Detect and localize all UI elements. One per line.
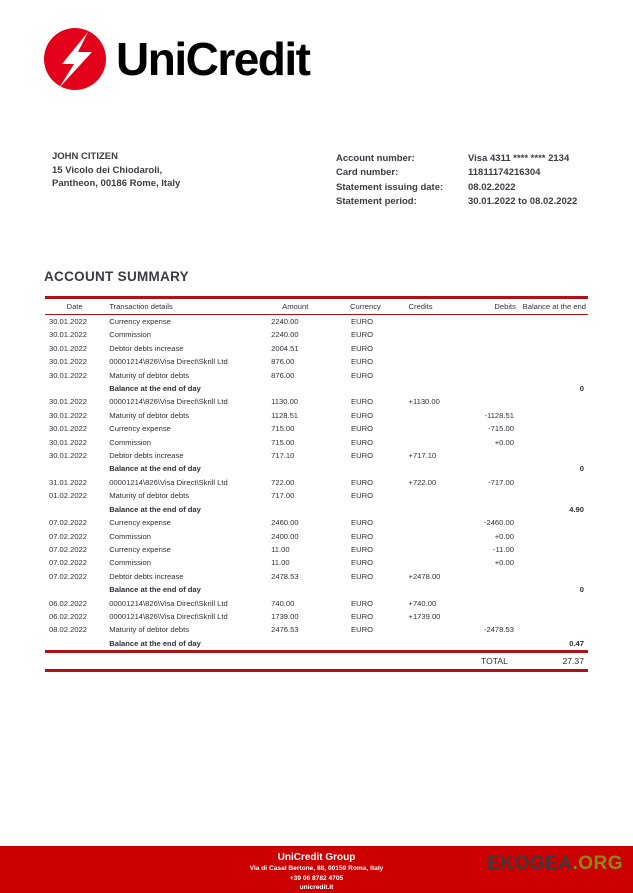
cell-credits: [405, 315, 460, 329]
cell-balance: 0: [579, 464, 584, 474]
account-number-value: Visa 4311 **** **** 2134: [468, 153, 570, 164]
cell-currency: EURO: [351, 491, 373, 501]
cell-currency: EURO: [351, 357, 373, 367]
cell-date: 07.02.2022: [49, 531, 88, 541]
cell-amount: 2478.53: [271, 571, 299, 581]
cell-currency: EURO: [351, 370, 373, 380]
balance-end-of-day-row: [45, 382, 588, 395]
cell-debits: [460, 395, 520, 408]
cell-amount: 876.00: [271, 370, 295, 380]
cell-details: 00001214\826\Visa Direct\Skrill Ltd: [109, 477, 228, 487]
balance-end-of-day-row: [45, 503, 588, 516]
cell-currency: EURO: [351, 518, 373, 528]
cell-debits: [460, 315, 520, 329]
cell-details: Maturity of debtor debts: [109, 491, 190, 501]
cell-currency: EURO: [351, 477, 373, 487]
table-row: [45, 476, 588, 489]
footer-company-name: UniCredit Group: [277, 852, 356, 863]
table-row: [45, 409, 588, 422]
table-row: [45, 530, 588, 543]
cell-date: 30.01.2022: [49, 424, 88, 434]
page-title: ACCOUNT SUMMARY: [44, 269, 189, 284]
cell-currency: EURO: [351, 397, 373, 407]
cell-credits: [405, 543, 460, 556]
cell-currency: EURO: [351, 571, 373, 581]
cell-date: 07.02.2022: [49, 558, 88, 568]
cell-amount: 2004.51: [271, 343, 299, 353]
cell-currency: EURO: [351, 531, 373, 541]
unicredit-circle-icon: [42, 26, 108, 92]
table-body: [45, 315, 588, 652]
cell-balance: [520, 556, 588, 569]
cell-balance: [520, 315, 588, 329]
brand-logo: [42, 26, 310, 92]
cell-currency: EURO: [351, 330, 373, 340]
customer-address-line2: Pantheon, 00186 Rome, Italy: [52, 178, 181, 189]
cell-debits: [460, 382, 520, 395]
cell-date: 07.02.2022: [49, 544, 88, 554]
header-balance: Balance at the end: [520, 298, 588, 315]
header-currency: Currency: [342, 298, 404, 315]
watermark-tld: .ORG: [572, 853, 623, 874]
cell-debits: +0.00: [494, 531, 514, 541]
table-row: [45, 570, 588, 583]
cell-credits: [405, 462, 460, 475]
cell-currency: [342, 382, 404, 395]
page-footer: [0, 846, 633, 893]
cell-details: 00001214\826\Visa Direct\Skrill Ltd: [109, 611, 228, 621]
cell-amount: 11.00: [271, 558, 290, 568]
account-summary-table: [45, 296, 588, 672]
cell-amount: 2400.00: [271, 531, 299, 541]
cell-date: [45, 583, 100, 596]
cell-date: [45, 382, 100, 395]
cell-debits: [460, 503, 520, 516]
cell-amount: 2476.53: [271, 625, 299, 635]
cell-debits: -715.00: [488, 424, 514, 434]
cell-credits: [405, 409, 460, 422]
cell-currency: EURO: [351, 410, 373, 420]
total-label: TOTAL: [460, 652, 520, 671]
cell-debits: [460, 489, 520, 502]
cell-debits: [460, 342, 520, 355]
cell-balance: [520, 530, 588, 543]
footer-website[interactable]: unicredit.it: [299, 884, 334, 892]
cell-details: Balance at the end of day: [109, 638, 201, 648]
cell-debits: [460, 369, 520, 382]
header-amount: Amount: [264, 298, 342, 315]
cell-credits: [405, 436, 460, 449]
cell-date: 01.02.2022: [49, 491, 88, 501]
statement-period-label: Statement period:: [336, 195, 417, 207]
table-row: [45, 610, 588, 623]
watermark-name: EKOGEA: [487, 853, 573, 874]
cell-currency: [342, 583, 404, 596]
cell-date: 30.01.2022: [49, 410, 88, 420]
cell-date: 30.01.2022: [49, 317, 88, 326]
table-total-row: [45, 652, 588, 671]
cell-credits: [405, 516, 460, 529]
cell-date: 07.02.2022: [49, 518, 88, 528]
table-row: [45, 543, 588, 556]
cell-debits: -11.00: [492, 544, 514, 554]
cell-amount: 717.00: [271, 491, 295, 501]
cell-amount: [264, 583, 342, 596]
table-row: [45, 422, 588, 435]
cell-amount: 715.00: [271, 424, 295, 434]
cell-balance: [520, 342, 588, 355]
header-credits: Credits: [405, 298, 460, 315]
cell-credits: [405, 342, 460, 355]
cell-details: Currency expense: [109, 544, 171, 554]
cell-currency: EURO: [351, 611, 373, 621]
cell-date: 06.02.2022: [49, 611, 88, 621]
cell-balance: [520, 409, 588, 422]
footer-phone: +39 06 8782 4705: [289, 874, 344, 882]
cell-debits: [460, 637, 520, 652]
header-transaction-details: Transaction details: [100, 298, 264, 315]
cell-currency: EURO: [351, 424, 373, 434]
cell-details: Debtor debts increase: [109, 571, 184, 581]
cell-balance: [520, 395, 588, 408]
table-row: [45, 449, 588, 462]
cell-amount: 715.00: [271, 437, 295, 447]
cell-amount: [264, 503, 342, 516]
cell-balance: [520, 328, 588, 341]
cell-debits: -717.00: [488, 477, 514, 487]
table-row: [45, 395, 588, 408]
cell-credits: [405, 530, 460, 543]
cell-date: [45, 637, 100, 652]
card-number-label: Card number:: [336, 167, 399, 179]
cell-credits: +2478.00: [408, 571, 441, 581]
cell-balance: 0.47: [569, 638, 584, 648]
table-row: [45, 315, 588, 329]
table-row: [45, 369, 588, 382]
cell-details: Commission: [109, 558, 152, 568]
cell-balance: 4.90: [569, 504, 584, 514]
cell-credits: [405, 583, 460, 596]
cell-balance: [520, 610, 588, 623]
cell-date: 30.01.2022: [49, 437, 88, 447]
statement-period-value: 30.01.2022 to 08.02.2022: [468, 195, 578, 207]
cell-credits: [405, 355, 460, 368]
cell-amount: 2240.00: [271, 330, 299, 340]
table-row: [45, 355, 588, 368]
cell-date: 06.02.2022: [49, 598, 88, 608]
cell-credits: [405, 637, 460, 652]
customer-address-line1: 15 Vicolo dei Chiodaroli,: [52, 164, 163, 176]
cell-amount: 740.00: [271, 598, 295, 608]
cell-credits: +740.00: [408, 598, 437, 608]
card-number-value: 11811174216304: [468, 167, 541, 179]
cell-details: 00001214\826\Visa Direct\Skrill Ltd: [109, 598, 228, 608]
cell-details: Commission: [109, 330, 152, 340]
cell-details: Maturity of debtor debts: [109, 370, 190, 380]
cell-balance: [520, 369, 588, 382]
issuing-date-value: 08.02.2022: [468, 181, 516, 193]
cell-amount: 717.10: [271, 451, 295, 461]
cell-details: Balance at the end of day: [109, 384, 201, 394]
cell-balance: [520, 543, 588, 556]
cell-details: 00001214\826\Visa Direct\Skrill Ltd: [109, 357, 228, 367]
cell-currency: EURO: [351, 558, 373, 568]
table-row: [45, 342, 588, 355]
cell-date: 07.02.2022: [49, 571, 88, 581]
cell-balance: [520, 355, 588, 368]
balance-end-of-day-row: [45, 637, 588, 652]
balance-end-of-day-row: [45, 583, 588, 596]
cell-details: Balance at the end of day: [109, 504, 201, 514]
cell-amount: 11.00: [271, 544, 290, 554]
cell-credits: [405, 503, 460, 516]
cell-details: Maturity of debtor debts: [109, 410, 190, 420]
cell-currency: EURO: [351, 625, 373, 635]
cell-balance: 0: [579, 384, 584, 394]
cell-details: 00001214\826\Visa Direct\Skrill Ltd: [109, 397, 228, 407]
table-row: [45, 328, 588, 341]
cell-debits: [460, 583, 520, 596]
cell-debits: +0.00: [494, 437, 514, 447]
account-number-label: Account number:: [336, 153, 415, 164]
cell-date: 31.01.2022: [49, 477, 88, 487]
cell-credits: [405, 369, 460, 382]
cell-details: Currency expense: [109, 424, 171, 434]
cell-details: Debtor debts increase: [109, 451, 184, 461]
cell-details: Debtor debts increase: [109, 343, 184, 353]
cell-debits: -1128.51: [484, 410, 514, 420]
cell-balance: [520, 570, 588, 583]
brand-wordmark: UniCredit: [116, 33, 310, 85]
cell-date: 30.01.2022: [49, 370, 88, 380]
cell-date: 30.01.2022: [49, 330, 88, 340]
customer-address: [52, 150, 180, 191]
cell-details: Balance at the end of day: [109, 464, 201, 474]
cell-currency: [342, 503, 404, 516]
cell-date: [45, 503, 100, 516]
cell-debits: [460, 570, 520, 583]
cell-credits: [405, 422, 460, 435]
cell-currency: EURO: [351, 317, 373, 326]
cell-amount: 2240.00: [271, 317, 299, 326]
total-value: 27.37: [520, 652, 588, 671]
cell-amount: [264, 382, 342, 395]
cell-balance: [520, 623, 588, 636]
cell-amount: 1739.00: [271, 611, 299, 621]
cell-currency: EURO: [351, 544, 373, 554]
cell-balance: [520, 436, 588, 449]
cell-details: Currency expense: [109, 317, 171, 326]
table-row: [45, 436, 588, 449]
cell-amount: [264, 637, 342, 652]
table-header-row: [45, 298, 588, 315]
cell-date: 08.02.2022: [49, 625, 88, 635]
cell-balance: [520, 597, 588, 610]
cell-balance: [520, 422, 588, 435]
cell-date: [45, 462, 100, 475]
cell-debits: [460, 597, 520, 610]
cell-details: Maturity of debtor debts: [109, 625, 190, 635]
cell-debits: [460, 328, 520, 341]
cell-credits: +1739.00: [408, 611, 441, 621]
cell-amount: 1128.51: [271, 410, 299, 420]
cell-credits: +717.10: [408, 451, 437, 461]
cell-amount: 1130.00: [271, 397, 299, 407]
cell-credits: [405, 556, 460, 569]
table-row: [45, 556, 588, 569]
cell-currency: [342, 462, 404, 475]
cell-credits: [405, 382, 460, 395]
table-row: [45, 516, 588, 529]
cell-currency: EURO: [351, 598, 373, 608]
cell-credits: [405, 328, 460, 341]
balance-end-of-day-row: [45, 462, 588, 475]
cell-balance: [520, 476, 588, 489]
cell-date: 30.01.2022: [49, 357, 88, 367]
cell-credits: +1130.00: [408, 397, 440, 407]
cell-currency: EURO: [351, 451, 373, 461]
table-row: [45, 623, 588, 636]
cell-date: 30.01.2022: [49, 397, 88, 407]
cell-date: 30.01.2022: [49, 343, 88, 353]
cell-amount: 722.00: [271, 477, 295, 487]
cell-currency: [342, 637, 404, 652]
cell-details: Commission: [109, 437, 152, 447]
footer-address: Via di Casal Bertone, 88, 00159 Roma, Italy: [249, 865, 384, 872]
cell-debits: [460, 355, 520, 368]
cell-credits: [405, 623, 460, 636]
cell-balance: [520, 516, 588, 529]
cell-debits: -2478.53: [483, 625, 514, 635]
cell-debits: -2460.00: [483, 518, 514, 528]
cell-credits: [405, 489, 460, 502]
cell-currency: EURO: [351, 437, 373, 447]
cell-currency: EURO: [351, 343, 373, 353]
cell-debits: [460, 449, 520, 462]
cell-details: Commission: [109, 531, 152, 541]
cell-details: Currency expense: [109, 518, 171, 528]
table-row: [45, 597, 588, 610]
cell-amount: 2460.00: [271, 518, 299, 528]
cell-balance: [520, 449, 588, 462]
cell-debits: +0.00: [494, 558, 514, 568]
cell-amount: [264, 462, 342, 475]
total-spacer: [45, 652, 460, 671]
cell-amount: 876.00: [271, 357, 295, 367]
header-debits: Debits: [460, 298, 520, 315]
cell-credits: +722.00: [408, 477, 437, 487]
cell-debits: [460, 462, 520, 475]
cell-balance: 0: [579, 585, 584, 595]
customer-name: JOHN CITIZEN: [52, 151, 118, 162]
cell-details: Balance at the end of day: [109, 585, 201, 595]
issuing-date-label: Statement issuing date:: [336, 181, 444, 193]
watermark: [487, 854, 623, 873]
account-details: [336, 152, 577, 209]
table-row: [45, 489, 588, 502]
cell-debits: [460, 610, 520, 623]
cell-date: 30.01.2022: [49, 451, 88, 461]
cell-balance: [520, 489, 588, 502]
header-date: Date: [45, 298, 100, 315]
